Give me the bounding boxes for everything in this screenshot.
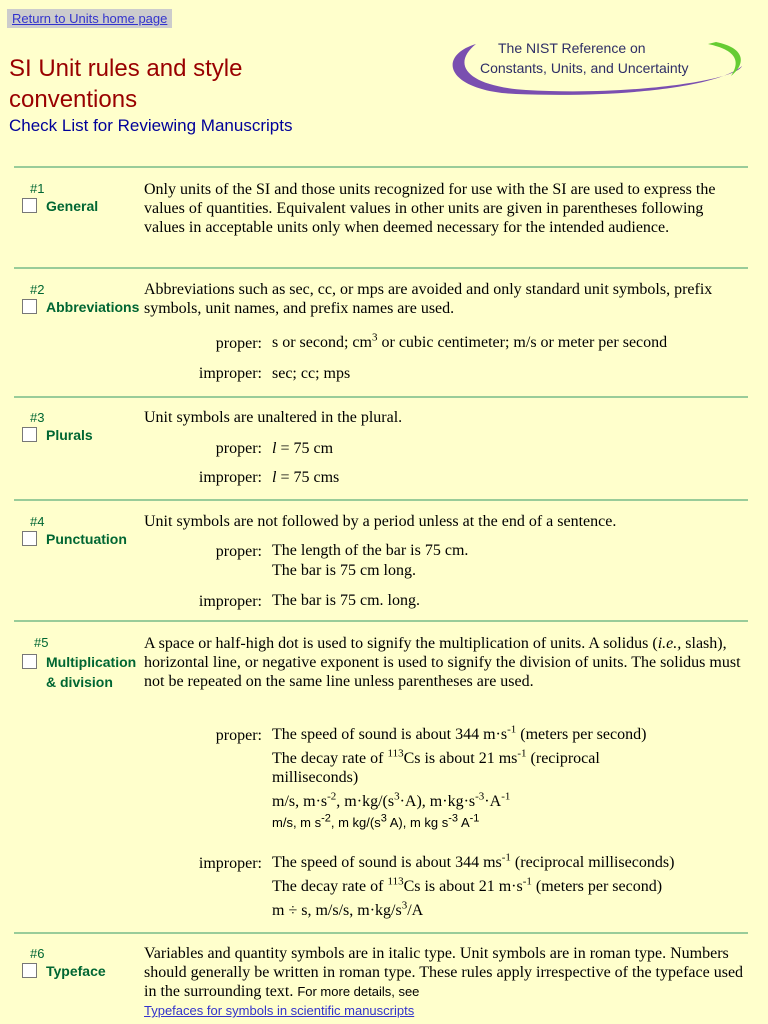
logo-text-line2: Constants, Units, and Uncertainty — [480, 60, 689, 76]
proper-example-1: The length of the bar is 75 cm. — [272, 542, 469, 559]
item-number: #2 — [30, 282, 45, 297]
item-number: #1 — [30, 181, 45, 196]
proper-example: l = 75 cm — [272, 440, 334, 457]
item-description: Unit symbols are not followed by a period unless at the end of a sentence. — [144, 513, 617, 530]
page-title: SI Unit rules and style conventions — [9, 55, 243, 113]
improper-example: sec; cc; mps — [272, 365, 351, 382]
item-category: Abbreviations — [46, 299, 140, 315]
checklist-item-multiplication — [14, 632, 748, 930]
item-number: #5 — [34, 635, 49, 650]
more-details-text: For more details, see — [297, 984, 420, 999]
proper-example-2: The decay rate of $^{113}$Cs is about 21 $ms^{-1}$ (reciprocal — [272, 747, 600, 767]
proper-example-2-cont: milliseconds) — [272, 769, 359, 786]
separator — [14, 620, 748, 622]
proper-example: s or second; $cm^3$ or cubic centimeter; m/s or meter per second — [272, 331, 668, 351]
proper-example-1: The speed of sound is about 344 $m\cdot s^{-1}$ (meters per second) — [272, 723, 647, 743]
checkbox[interactable] — [22, 198, 37, 213]
home-link[interactable]: Return to Units home page — [7, 9, 172, 28]
improper-example-2: The decay rate of $^{113}$Cs is about 21 $m\cdot s^{-1}$ (meters per second) — [272, 875, 663, 895]
item-description: Variables and quantity symbols are in italic type. Unit symbols are in roman type. Numbers should generally be written in roman type. These rules apply irrespective of the typeface used in the surrounding text. For more details, see Typefaces for symbols in scientific manuscripts — [144, 945, 744, 1018]
typefaces-link[interactable]: Typefaces for symbols in scientific manuscripts — [144, 1003, 415, 1018]
item-category: General — [46, 198, 99, 214]
separator — [14, 267, 748, 269]
improper-label: improper: — [198, 855, 262, 872]
item-description: Abbreviations such as sec, cc, or mps are avoided and only standard unit symbols, prefix symbols, unit names, and prefix names are used. — [144, 281, 713, 317]
checkbox[interactable] — [22, 963, 37, 978]
item-category: Multiplication & division — [46, 654, 137, 690]
item-category: Typeface — [46, 963, 106, 979]
page-subtitle: Check List for Reviewing Manuscripts — [9, 116, 293, 135]
improper-example-3: m ÷ s, m/s/s, $m\cdot kg/s^3/A$ — [272, 899, 424, 919]
improper-example: l = 75 cms — [272, 469, 340, 486]
checkbox[interactable] — [22, 531, 37, 546]
separator — [14, 166, 748, 168]
separator — [14, 499, 748, 501]
proper-label: proper: — [215, 543, 262, 560]
improper-label: improper: — [198, 365, 262, 382]
proper-example-4: m/s, m $s^{-2}$, m $kg/(s^3$ A), m kg $s^{-3}$ $A^{-1}$ — [272, 812, 480, 830]
item-number: #3 — [30, 410, 45, 425]
item-category: Punctuation — [46, 531, 127, 547]
separator — [14, 932, 748, 934]
checklist-item-punctuation — [14, 512, 748, 618]
improper-example-1: The speed of sound is about 344 $ms^{-1}$ (reciprocal milliseconds) — [272, 851, 675, 871]
checklist-item-general — [14, 178, 748, 266]
item-description: Only units of the SI and those units recognized for use with the SI are used to express the values of quantities. Equivalent values in other units are given in parentheses following values in acceptable units only when deemed necessary for the intended audience. — [144, 181, 716, 236]
item-number: #6 — [30, 946, 45, 961]
checklist-item-abbreviations — [14, 280, 748, 394]
improper-label: improper: — [198, 469, 262, 486]
proper-example-2: The bar is 75 cm long. — [272, 562, 416, 579]
improper-label: improper: — [198, 593, 262, 610]
checkbox[interactable] — [22, 427, 37, 442]
nist-logo — [446, 36, 746, 98]
logo-text-line1: The NIST Reference on — [498, 40, 646, 56]
item-description: A space or half-high dot is used to signify the multiplication of units. A solidus (i.e., slash), horizontal line, or negative exponent is used to signify the division of units. The solidus must not be repeated on the same line unless parentheses are used. — [144, 635, 741, 690]
checkbox[interactable] — [22, 654, 37, 669]
separator — [14, 396, 748, 398]
checklist-item-typeface — [14, 944, 748, 1024]
proper-label: proper: — [215, 335, 262, 352]
checklist-item-plurals — [14, 408, 748, 496]
checkbox[interactable] — [22, 299, 37, 314]
proper-example-3: m/s, $m\cdot s^{-2}$, $m\cdot kg/(s^3\cdot A)$, $m\cdot kg\cdot s^{-3}\cdot A^{-1}$ — [272, 790, 511, 810]
item-description: Unit symbols are unaltered in the plural. — [144, 409, 403, 426]
item-category: Plurals — [46, 427, 93, 443]
proper-label: proper: — [215, 440, 262, 457]
proper-label: proper: — [215, 727, 262, 744]
improper-example: The bar is 75 cm. long. — [272, 592, 420, 609]
item-number: #4 — [30, 514, 45, 529]
